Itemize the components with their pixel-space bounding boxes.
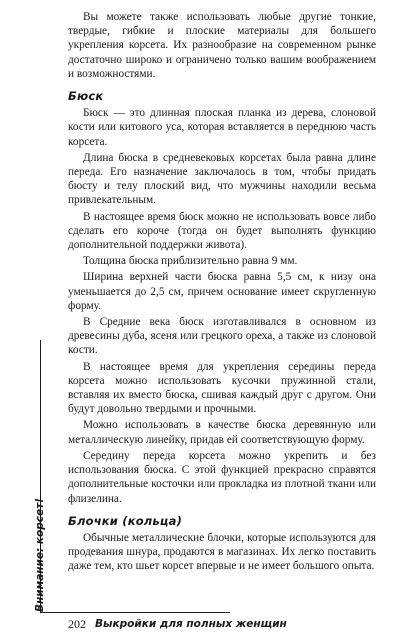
busk-paragraph-4: Толщина бюска приблизительно равна 9 мм. (83, 255, 298, 268)
section-heading-busk: Бюск (68, 89, 104, 104)
page-number: 202 (68, 617, 86, 631)
busk-paragraph-2: Длина бюска в средневековых корсетах была равна длине переда. Его назначение заключалось в том, чтобы придать бюсту и телу плоский вид, что мужчины находили весьма привлекательным. (68, 151, 376, 207)
blocks-paragraph-1: Обычные металлические блочки, которые используются для продевания шнура, продаются в магазинах. Их легко поставить даже тем, кто шьет корсет впервые и не имеет большого опыта. (68, 531, 376, 573)
busk-paragraph-6: В Средние века бюск изготавливался в основном из древесины дуба, ясеня или грецкого ореха, а также из слоновой кости. (68, 316, 376, 357)
section-heading-blocks: Блочки (кольца) (68, 513, 183, 528)
running-title: Выкройки для полных женщин (95, 618, 287, 630)
busk-paragraph-5: Ширина верхней части бюска равна 5,5 см, к низу она уменьшается до 2,5 см, причем основание имеет скругленную форму. (68, 271, 376, 312)
sidebar-note: Внимание: корсет! (34, 498, 46, 612)
busk-paragraph-3: В настоящее время бюск можно не использовать вовсе либо сделать его короче (тогда он будет выполнять функцию дополнительной поддержки живота). (68, 210, 376, 252)
intro-paragraph: Вы можете также использовать любые другие тонкие, твердые, гибкие и плоские материалы для большего укрепления корсета. Их разнообразие на современном рынке достаточно широко и ограничено только вашим воображением и возможностями. (68, 11, 376, 80)
busk-paragraph-7: В настоящее время для укрепления середины переда корсета можно использовать кусочки пружинной стали, вставляя их вместо бюска, сшивая каждый друг с другом. Они будут довольно твердыми и прочными. (68, 360, 376, 416)
busk-paragraph-1: Бюск — это длинная плоская планка из дерева, слоновой кости или китового уса, которая вставляется в переднюю часть корсета. (68, 107, 376, 148)
footer-rule (40, 612, 230, 613)
page-body (68, 10, 376, 576)
busk-paragraph-9: Середину переда корсета можно укрепить и без использования бюска. С этой функцией прекрасно справятся дополнительные косточки или прокладка из плотной ткани или флизелина. (68, 449, 376, 505)
busk-paragraph-8: Можно использовать в качестве бюска деревянную или металлическую линейку, придав ей соответствующую форму. (68, 419, 376, 446)
